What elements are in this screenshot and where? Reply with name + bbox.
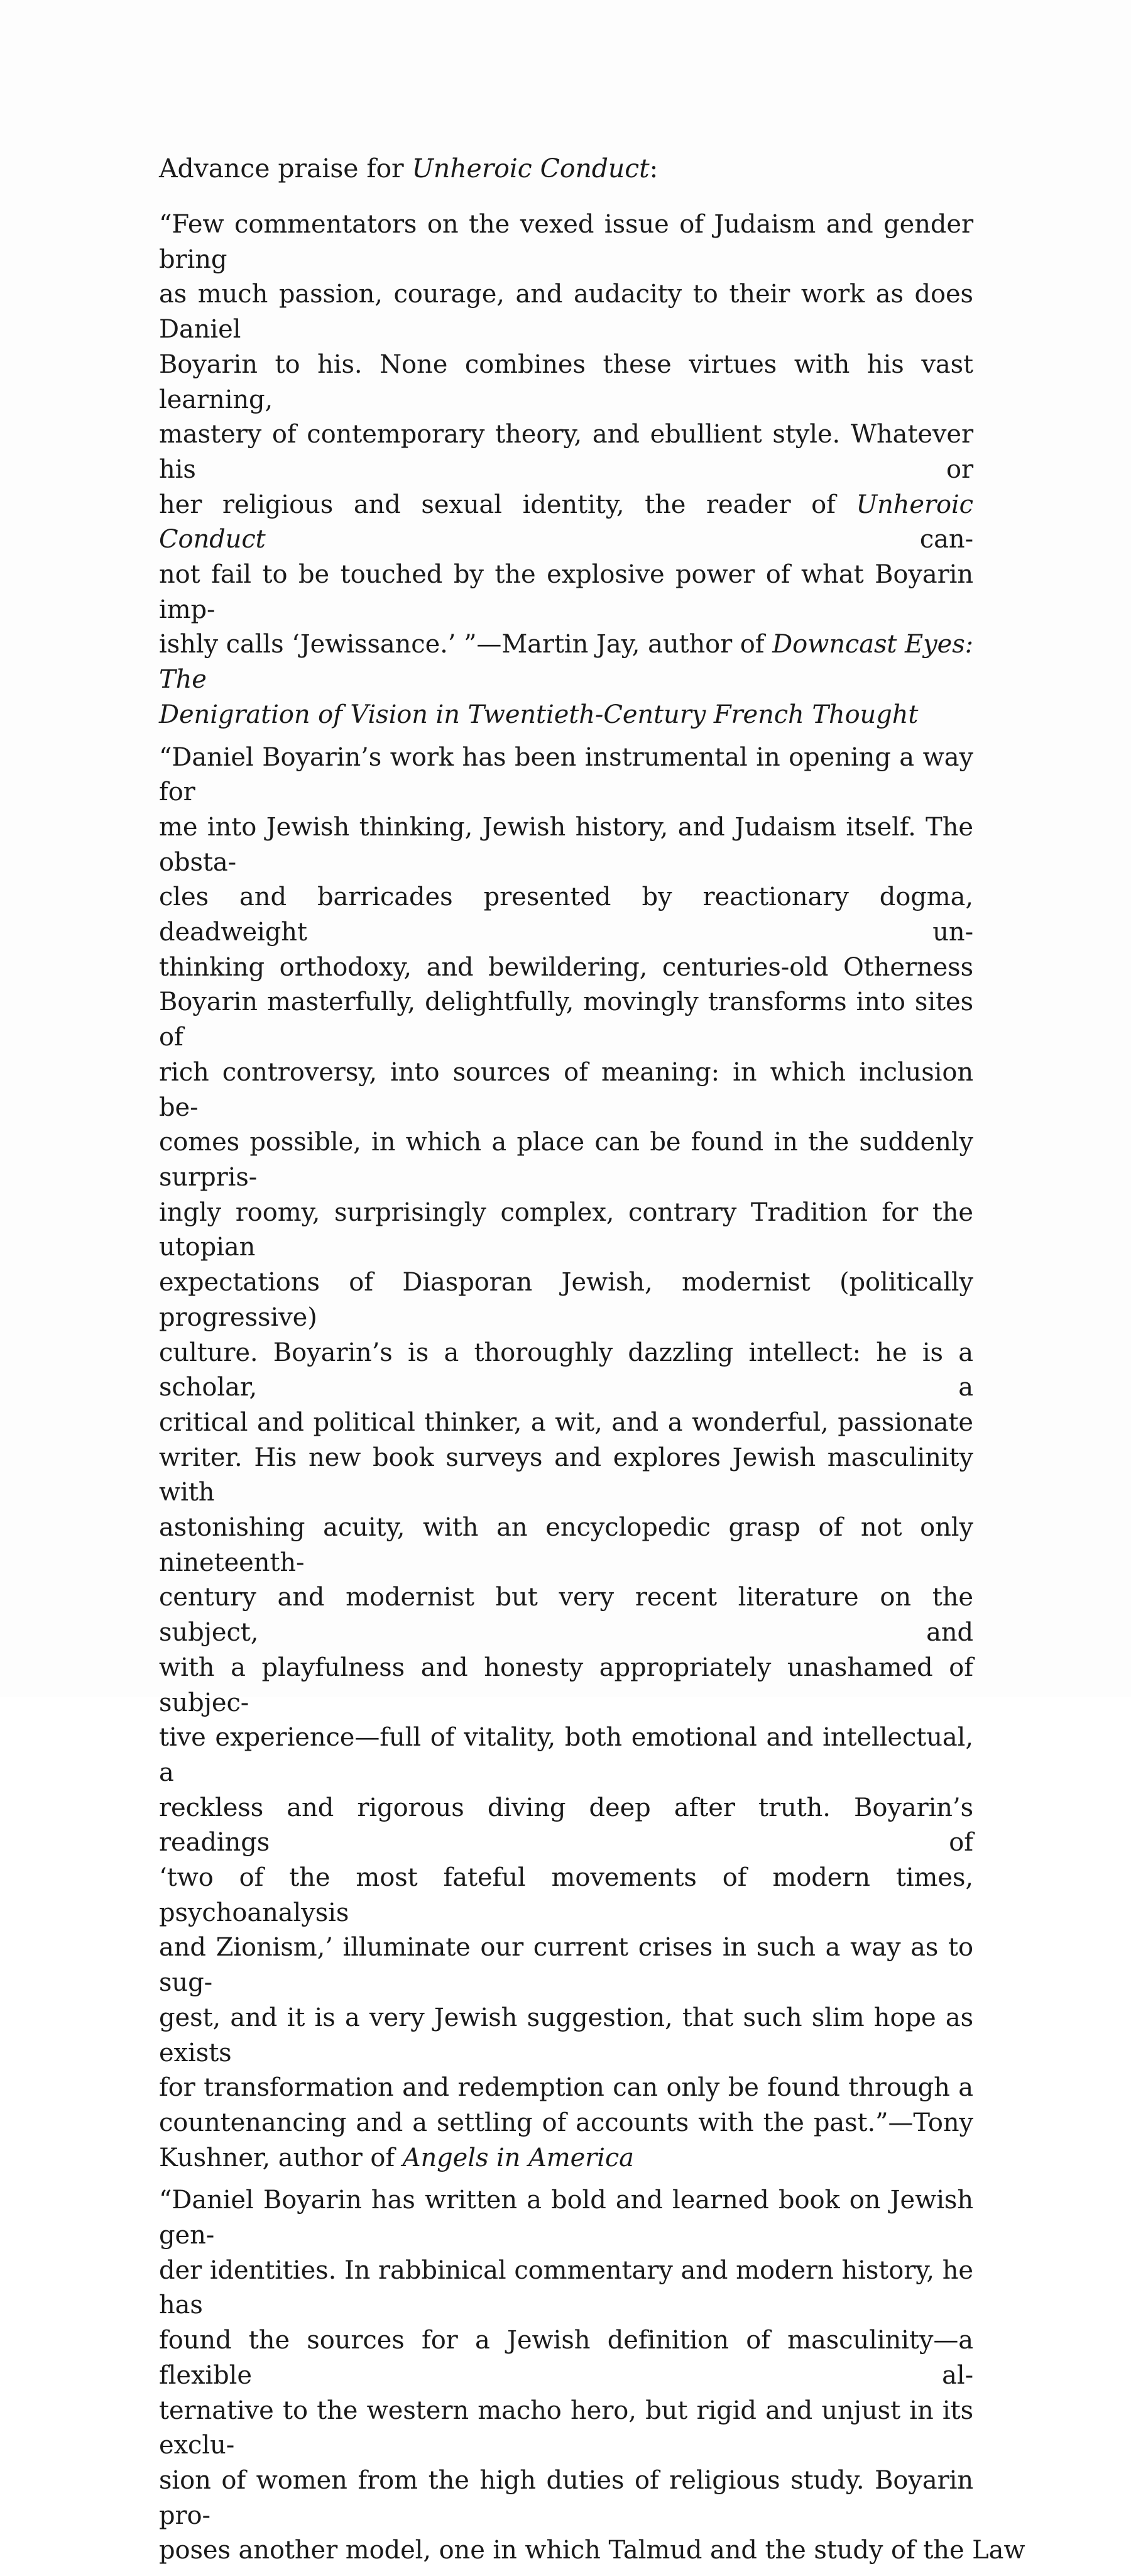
text-run: Boyarin to his. None combines these virtues with his vast learning, <box>159 350 973 414</box>
text-line <box>159 1055 973 1125</box>
text-line <box>159 1125 973 1195</box>
text-line <box>159 1196 973 1265</box>
text-run: “Daniel Boyarin’s work has been instrumental in opening a way for <box>159 742 973 807</box>
page-heading <box>159 151 973 186</box>
text-line <box>159 417 973 487</box>
text-run: rich controversy, into sources of meaning: in which inclusion be- <box>159 1057 973 1122</box>
text-run: with a playfulness and honesty appropriately unashamed of subjec- <box>159 1653 973 1717</box>
text-line <box>159 2141 973 2176</box>
text-run: me into Jewish thinking, Jewish history, and Judaism itself. The obsta- <box>159 812 973 877</box>
heading-book-title: Unheroic Conduct <box>412 153 650 184</box>
text-line <box>159 2183 973 2253</box>
text-line <box>159 950 973 986</box>
praise-quote <box>159 207 973 733</box>
text-run: for transformation and redemption can only be found through a <box>159 2073 973 2103</box>
italic-text: Denigration of Vision in Twentieth-Century French Thought <box>159 700 919 729</box>
text-run: der identities. In rabbinical commentary and modern history, he has <box>159 2255 973 2320</box>
text-run: century and modernist but very recent literature on the subject, and <box>159 1583 973 1648</box>
text-run: expectations of Diasporan Jewish, modernist (politically progressive) <box>159 1268 973 1332</box>
italic-text: Unheroic Conduct <box>159 490 973 554</box>
text-line <box>159 1580 973 1650</box>
text-run: tive experience—full of vitality, both emotional and intellectual, a <box>159 1723 973 1787</box>
text-line <box>159 2106 973 2141</box>
text-line <box>159 1441 973 1511</box>
text-line <box>159 558 973 627</box>
text-line <box>159 1861 973 1930</box>
text-run: “Few commentators on the vexed issue of Judaism and gender bring <box>159 210 973 274</box>
text-line <box>159 277 973 347</box>
text-run: ternative to the western macho hero, but rigid and unjust in its exclu- <box>159 2396 973 2460</box>
text-line <box>159 2001 973 2071</box>
praise-quote <box>159 2183 1025 2568</box>
text-run: ishly calls ‘Jewissance.’ ”—Martin Jay, author of <box>159 630 773 659</box>
praise-quote <box>159 740 973 2176</box>
heading-suffix: : <box>649 153 658 184</box>
text-line <box>159 2533 1025 2568</box>
text-line <box>159 1406 973 1441</box>
text-line <box>159 880 973 950</box>
text-run: reckless and rigorous diving deep after truth. Boyarin’s readings of <box>159 1793 973 1858</box>
text-run: Kushner, author of <box>159 2143 403 2172</box>
text-run: critical and political thinker, a wit, and a wonderful, passionate <box>159 1407 973 1437</box>
text-run: her religious and sexual identity, the reader of <box>159 490 856 519</box>
text-run: not fail to be touched by the explosive power of what Boyarin imp- <box>159 560 973 624</box>
italic-text: Angels in America <box>402 2143 634 2172</box>
italic-text: Downcast Eyes: The <box>159 630 973 695</box>
text-line <box>159 348 973 417</box>
text-line <box>159 1930 973 2000</box>
text-run: poses another model, one in which Talmud and the study of the Law <box>159 2536 1025 2565</box>
text-run: found the sources for a Jewish definition of masculinity—a flexible al- <box>159 2326 973 2390</box>
praise-quotes <box>159 207 1025 2568</box>
text-run: ingly roomy, surprisingly complex, contrary Tradition for the utopian <box>159 1197 973 1262</box>
text-line <box>159 2071 973 2106</box>
text-run: thinking orthodoxy, and bewildering, centuries-old Otherness <box>159 952 973 982</box>
text-run: writer. His new book surveys and explores Jewish masculinity with <box>159 1443 973 1507</box>
text-line <box>159 488 973 558</box>
text-line <box>159 2394 973 2463</box>
text-run: countenancing and a settling of accounts with the past.”—Tony <box>159 2108 973 2137</box>
text-line <box>159 1265 973 1335</box>
text-run: comes possible, in which a place can be found in the suddenly surpris- <box>159 1128 973 1192</box>
text-line <box>159 2323 973 2393</box>
text-line <box>159 1720 973 1790</box>
text-run: astonishing acuity, with an encyclopedic grasp of not only nineteenth- <box>159 1513 973 1577</box>
text-line <box>159 1336 973 1406</box>
text-line <box>159 985 973 1055</box>
praise-text-block <box>159 151 1025 2576</box>
text-line <box>159 810 973 880</box>
text-run: cles and barricades presented by reactionary dogma, deadweight un- <box>159 883 973 947</box>
text-line <box>159 1511 973 1580</box>
text-line <box>159 2463 973 2533</box>
heading-prefix: Advance praise for <box>159 153 412 184</box>
text-run: culture. Boyarin’s is a thoroughly dazzling intellect: he is a scholar, a <box>159 1338 973 1402</box>
text-run: and Zionism,’ illuminate our current crises in such a way as to sug- <box>159 1933 973 1998</box>
text-run: as much passion, courage, and audacity to their work as does Daniel <box>159 280 973 344</box>
text-run: ‘two of the most fateful movements of modern times, psychoanalysis <box>159 1863 973 1927</box>
text-line <box>159 1791 973 1861</box>
text-line <box>159 1651 973 1720</box>
text-line <box>159 698 973 733</box>
text-run: Boyarin masterfully, delightfully, movingly transforms into sites of <box>159 988 973 1052</box>
text-line <box>159 2254 973 2323</box>
text-line <box>159 627 973 697</box>
text-run: can- <box>265 525 973 554</box>
text-line <box>159 740 973 810</box>
text-run: gest, and it is a very Jewish suggestion, that such slim hope as exists <box>159 2003 973 2067</box>
text-line <box>159 207 973 277</box>
text-run: mastery of contemporary theory, and ebullient style. Whatever his or <box>159 420 973 484</box>
text-run: “Daniel Boyarin has written a bold and learned book on Jewish gen- <box>159 2186 973 2250</box>
text-run: sion of women from the high duties of religious study. Boyarin pro- <box>159 2466 973 2530</box>
